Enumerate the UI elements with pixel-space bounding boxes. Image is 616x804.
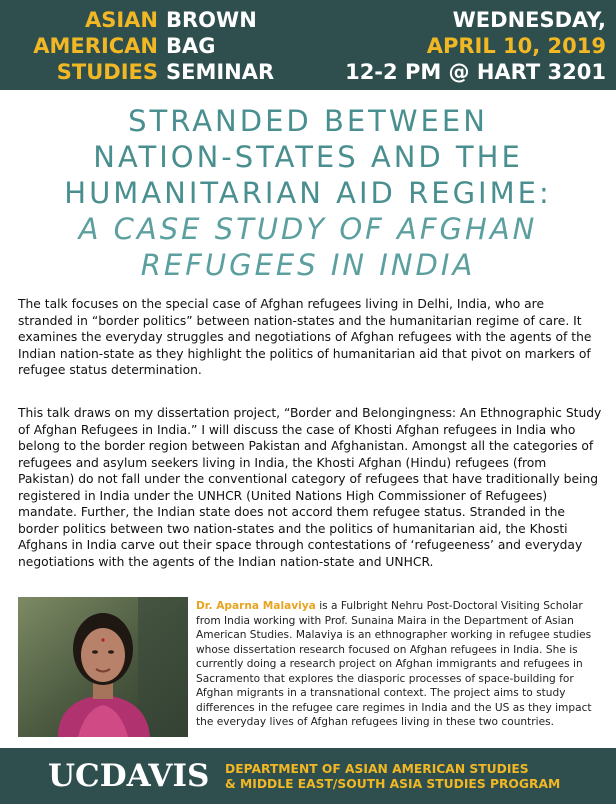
speaker-bio xyxy=(196,599,608,730)
subtitle-line: A CASE STUDY OF AFGHAN xyxy=(78,212,538,246)
logo-uc: UC xyxy=(48,758,100,794)
event-datetime xyxy=(345,7,606,85)
speaker-name: Dr. Aparna Malaviya xyxy=(196,600,316,612)
ucdavis-logo xyxy=(48,758,209,794)
event-time-location: 12-2 PM @ HART 3201 xyxy=(345,60,606,84)
speaker-photo xyxy=(18,597,188,737)
title-line: HUMANITARIAN AID REGIME: xyxy=(64,176,552,210)
logo-davis: DAVIS xyxy=(99,758,210,794)
series-name-line: BROWN xyxy=(166,8,257,32)
abstract-paragraph-2: This talk draws on my dissertation project, “Border and Belongingness: An Ethnographic Study of Afghan Refugees in India.” I will discuss the case of Khosti Afghan refugees in India who belong to the border region between Pakistan and Afghanistan. Amongst all the categories of refugees and asylum seekers living in India, the Khosti Afghan (Hindu) refugees (from Pakistan) do not fall under the conventional category of refugees that have traditionally being registered in India under the UNHCR (United Nations High Commissioner of Refugees) mandate. Further, the Indian state does not accord them refugee status. Stranded in the border politics between two nation-states and the politics of humanitarian aid, the Khosti Afghans in India carve out their space through contestations of ‘refugeeness’ and everyday negotiations with the agents of the Indian nation-state and UNHCR. xyxy=(18,406,602,569)
department-names xyxy=(225,762,560,792)
event-date: APRIL 10, 2019 xyxy=(426,34,606,58)
program-name xyxy=(12,7,158,85)
series-name-line: BAG xyxy=(166,34,216,58)
talk-title xyxy=(0,103,616,283)
speaker-portrait-icon xyxy=(18,597,188,737)
abstract-paragraph-1: The talk focuses on the special case of Afghan refugees living in Delhi, India, who are stranded in “border politics” between nation-states and the humanitarian regime of care. It examines the everyday struggles and negotiations of Afghan refugees with the agents of the Indian nation-state as they highlight the politics of humanitarian aid that pivot on markers of refugee status determination. xyxy=(18,297,592,377)
talk-title-main xyxy=(0,103,616,211)
program-name-line: AMERICAN xyxy=(33,34,158,58)
series-name-line: SEMINAR xyxy=(166,60,275,84)
series-name xyxy=(166,7,274,85)
header-banner xyxy=(0,0,616,90)
program-name-line: STUDIES xyxy=(56,60,158,84)
title-line: STRANDED BETWEEN xyxy=(128,104,488,138)
event-day: WEDNESDAY, xyxy=(452,8,606,32)
department-line: & MIDDLE EAST/SOUTH ASIA STUDIES PROGRAM xyxy=(225,777,561,791)
title-line: NATION-STATES AND THE xyxy=(93,140,523,174)
subtitle-line: REFUGEES IN INDIA xyxy=(140,248,476,282)
speaker-bio-text: is a Fulbright Nehru Post-Doctoral Visiting Scholar from India working with Prof. Sunaina Maira in the Department of Asian American Studies. Malaviya is an ethnographer working in refugee studies whose dissertation research focused on Afghan refugees in India. She is currently doing a research project on Afghan immigrants and refugees in Sacramento that explores the diasporic processes of space-building for Afghan migrants in a transnational context. The project aims to study differences in the refugee care regimes in India and the US as they impact the everyday lives of Afghan refugees living in these two countries. xyxy=(196,600,592,728)
talk-subtitle xyxy=(0,211,616,283)
department-line: DEPARTMENT OF ASIAN AMERICAN STUDIES xyxy=(225,762,529,776)
footer-banner xyxy=(0,748,616,804)
program-name-line: ASIAN xyxy=(84,8,158,32)
